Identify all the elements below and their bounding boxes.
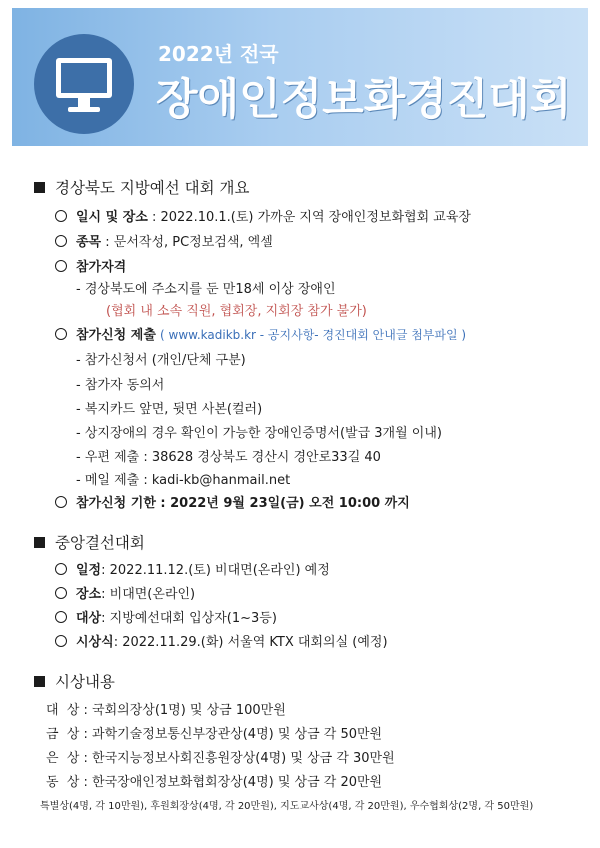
circle-bullet-icon (55, 496, 67, 508)
award-line: 은 상 : 한국지능정보사회진흥원장상(4명) 및 상금 각 30만원 (46, 751, 395, 766)
circle-bullet-icon (55, 260, 67, 272)
section3-heading: 시상내용 (34, 670, 115, 692)
submit-item: - 메일 제출 : kadi-kb@hanmail.net (76, 473, 291, 488)
special-awards: 특별상(4명, 각 10만원), 후원회장상(4명, 각 20만원), 지도교사상(4명, 각 20만원), 우수협회상(2명, 각 50만원) (40, 801, 534, 812)
submit-item: - 상지장애의 경우 확인이 가능한 장애인증명서(발급 3개월 이내) (76, 426, 442, 441)
circle-bullet-icon (55, 587, 67, 599)
award-line: 금 상 : 과학기술정보통신부장관상(4명) 및 상금 각 50만원 (46, 727, 383, 742)
section2-heading: 중앙결선대회 (34, 531, 145, 553)
submit-item: - 참가신청서 (개인/단체 구분) (76, 353, 246, 368)
submit-item: - 복지카드 앞면, 뒷면 사본(컬러) (76, 402, 263, 417)
target-line: 대상: 지방예선대회 입상자(1~3등) (55, 607, 277, 626)
eligibility-line: 참가자격 (55, 256, 126, 275)
banner-title: 장애인정보화경진대회 (156, 75, 572, 125)
header-banner (12, 8, 588, 146)
ceremony-line: 시상식: 2022.11.29.(화) 서울역 KTX 대회의실 (예정) (55, 631, 388, 650)
circle-bullet-icon (55, 635, 67, 647)
circle-bullet-icon (55, 210, 67, 222)
submit-note: ( www.kadikb.kr - 공지사항- 경진대회 안내글 첨부파일 ) (160, 328, 467, 342)
award-line: 대 상 : 국회의장상(1명) 및 상금 100만원 (46, 703, 286, 718)
deadline-line: 참가신청 기한 : 2022년 9월 23일(금) 오전 10:00 까지 (55, 492, 410, 511)
section1-heading: 경상북도 지방예선 대회 개요 (34, 176, 249, 198)
schedule-line: 일정: 2022.11.12.(토) 비대면(온라인) 예정 (55, 559, 330, 578)
eligibility-note: (협회 내 소속 직원, 협회장, 지회장 참가 불가) (106, 304, 367, 319)
square-bullet-icon (34, 676, 45, 687)
banner-subtitle: 2022년 전국 (158, 42, 279, 66)
award-line: 동 상 : 한국장애인정보화협회장상(4명) 및 상금 각 20만원 (46, 775, 383, 790)
submit-line: 참가신청 제출 ( www.kadikb.kr - 공지사항- 경진대회 안내글 첨부파일 ) (55, 324, 466, 343)
circle-bullet-icon (55, 563, 67, 575)
monitor-icon (34, 34, 134, 134)
submit-item: - 참가자 동의서 (76, 378, 165, 393)
circle-bullet-icon (55, 611, 67, 623)
circle-bullet-icon (55, 235, 67, 247)
place-line: 장소: 비대면(온라인) (55, 583, 195, 602)
date-line: 일시 및 장소 : 2022.10.1.(토) 가까운 지역 장애인정보화협회 교육장 (55, 206, 471, 225)
circle-bullet-icon (55, 328, 67, 340)
square-bullet-icon (34, 537, 45, 548)
submit-item: - 우편 제출 : 38628 경상북도 경산시 경안로33길 40 (76, 450, 381, 465)
square-bullet-icon (34, 182, 45, 193)
events-line: 종목 : 문서작성, PC정보검색, 엑셀 (55, 231, 273, 250)
eligibility-item: - 경상북도에 주소지를 둔 만18세 이상 장애인 (76, 282, 336, 297)
